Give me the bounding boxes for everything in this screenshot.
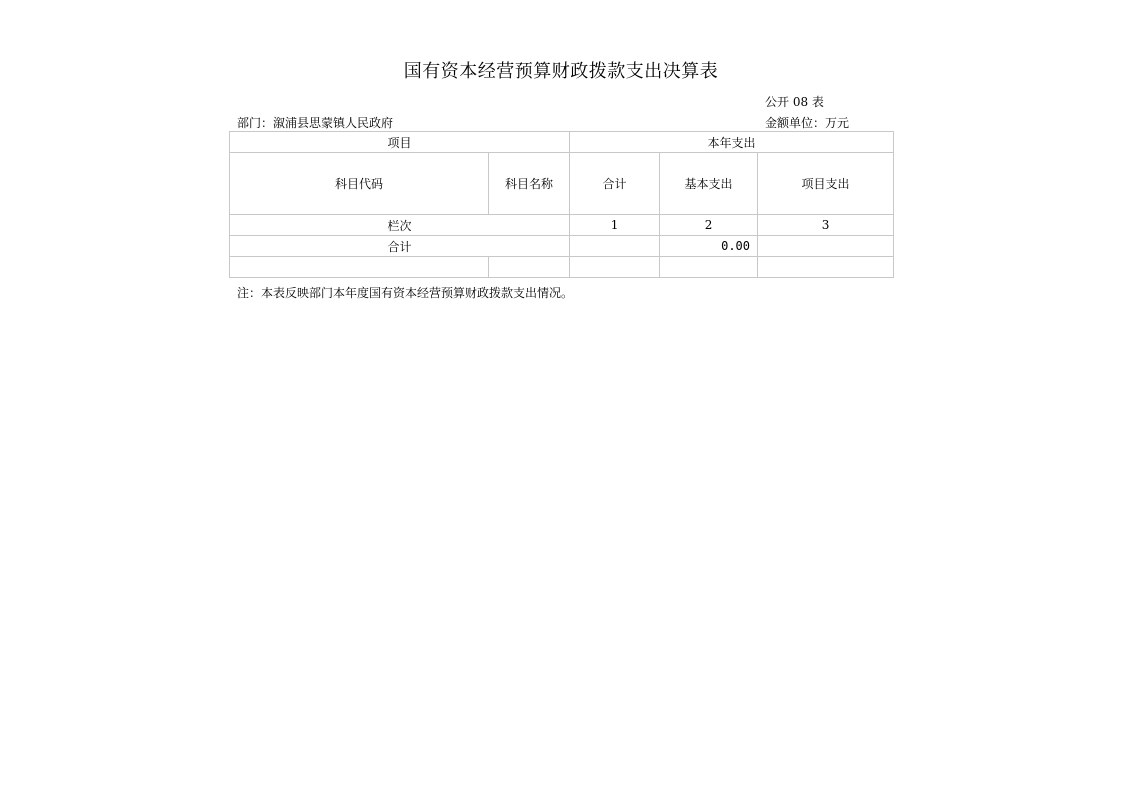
- header-item: 项目: [230, 132, 570, 153]
- col-subject-name: 科目名称: [489, 153, 570, 215]
- form-number: 公开 08 表: [765, 95, 824, 109]
- total-total-cell: [570, 236, 660, 257]
- table-subheader-row: [230, 153, 894, 215]
- empty-cell: [660, 257, 758, 278]
- table-note: 注：本表反映部门本年度国有资本经营预算财政拨款支出情况。: [237, 286, 574, 300]
- expenditure-table: [229, 131, 894, 278]
- empty-cell: [570, 257, 660, 278]
- total-basic-cell: 0.00: [660, 236, 758, 257]
- col-basic-expenditure: 基本支出: [660, 153, 758, 215]
- index-2: 2: [660, 215, 758, 236]
- empty-cell: [489, 257, 570, 278]
- unit-label: 金额单位：万元: [765, 116, 850, 130]
- col-total: 合计: [570, 153, 660, 215]
- empty-cell: [230, 257, 489, 278]
- row-total-label: 合计: [230, 236, 570, 257]
- index-3: 3: [758, 215, 894, 236]
- table-header-row: [230, 132, 894, 153]
- index-1: 1: [570, 215, 660, 236]
- table-row: [230, 257, 894, 278]
- department-label: 部门：溆浦县思蒙镇人民政府: [237, 116, 394, 130]
- row-index-label: 栏次: [230, 215, 570, 236]
- col-project-expenditure: 项目支出: [758, 153, 894, 215]
- table-total-row: [230, 236, 894, 257]
- empty-cell: [758, 257, 894, 278]
- table-index-row: [230, 215, 894, 236]
- col-subject-code: 科目代码: [230, 153, 489, 215]
- total-project-cell: [758, 236, 894, 257]
- page-title: 国有资本经营预算财政拨款支出决算表: [403, 61, 719, 82]
- header-current-year: 本年支出: [570, 132, 894, 153]
